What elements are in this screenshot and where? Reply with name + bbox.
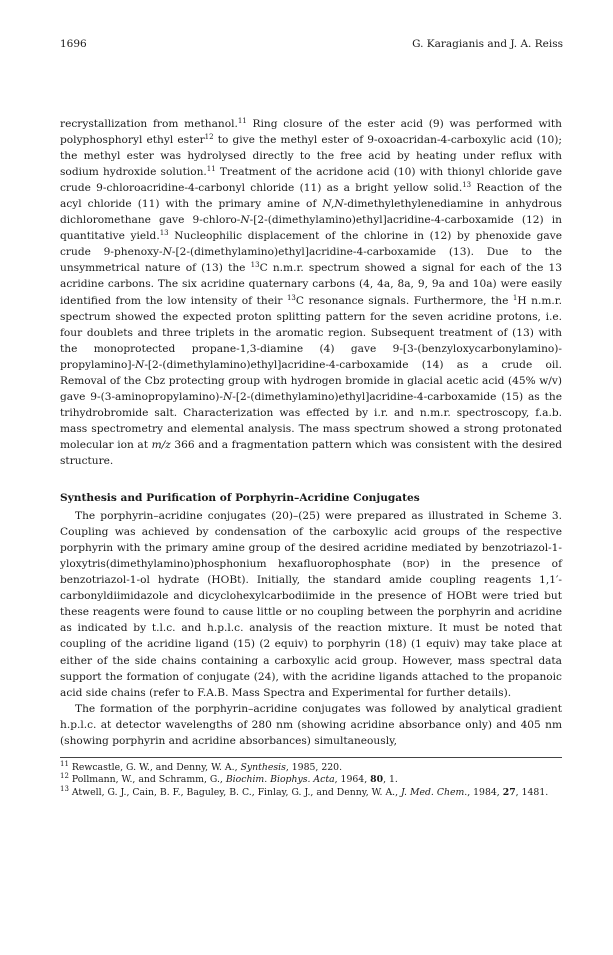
footnote-rule [60, 757, 562, 758]
body-text [60, 116, 562, 799]
footnote-12: $^{12}$ Pollmann, W., and Schramm, G., Biochim. Biophys. Acta, 1964, 80, 1. [60, 772, 398, 786]
footnote-13: $^{13}$ Atwell, G. J., Cain, B. F., Baguley, B. C., Finlay, G. J., and Denny, W. A., J. Med. Chem., 1984, 27, 1481. [60, 784, 549, 798]
ref-13: 13 [462, 181, 472, 190]
paragraph-2: The porphyrin–acridine conjugates (20)–(25) were prepared as illustrated in Scheme 3. Coupling was achieved by condensation of the carboxylic acid groups of the respective porphyrin with the primary amine group of the desired acridine mediated by benzotriazol-1-yloxytris(dimethylamino)phosphonium hexafluorophosphate (BOP) in the presence of benzotriazol-1-ol hydrate (HOBt). Initially, the standard amide coupling reagents 1,1′-carbonyldiimidazole and dicyclohexylcarbodiimide in the presence of HOBt were tried but these reagents were found to cause little or no coupling between the porphyrin and acridine as indicated by t.l.c. and h.p.l.c. analysis of the reaction mixture. It must be noted that coupling of the acridine ligand (15) (2 equiv) to porphyrin (18) (1 equiv) may take place at either of the side chains containing a carboxylic acid group. However, mass spectral data support the formation of conjugate (24), with the acridine ligands attached to the propanoic acid side chains (refer to F.A.B. Mass Spectra and Experimental for further details). [60, 510, 562, 699]
paragraph-1: recrystallization from methanol.$^{11}$ Ring closure of the ester acid (9) was performed with polyphosphoryl ethyl ester$^{12}$ to give the methyl ester of 9-oxoacridan-4-carboxylic acid (10); the methyl ester was hydrolysed directly to the free acid by heating under reflux with sodium hydroxide solution.$^{11}$ Treatment of the acridone acid (10) with thionyl chloride gave crude 9-chloroacridine-4-carbonyl chloride (11) as a bright yellow solid.$^{13}$ Reaction of the acyl chloride (11) with the primary amine of N,N-dimethylethylenediamine in anhydrous dichloromethane gave 9-chloro-N-[2-(dimethylamino)ethyl]acridine-4-carboxamide (12) in quantitative yield.$^{13}$ Nucleophilic displacement of the chlorine in (12) by phenoxide gave crude 9-phenoxy-N-[2-(dimethylamino)ethyl]acridine-4-carboxamide (13). Due to the unsymmetrical nature of (13) the $^{13}$C n.m.r. spectrum showed a signal for each of the 13 acridine carbons. The six acridine quaternary carbons (4, 4a, 8a, 9, 9a and 10a) were easily identified from the low intensity of their $^{13}$C resonance signals. Furthermore, the $^1$H n.m.r. spectrum showed the expected proton splitting pattern for the seven acridine protons, i.e. four doublets and three triplets in the aromatic region. Subsequent treatment of (13) with the monoprotected propane-1,3-diamine (4) gave 9-[3-(benzyloxycarbonylamino)-propylamino]-N-[2-(dimethylamino)ethyl]acridine-4-carboxamide (14) as a crude oil. Removal of the Cbz protecting group with hydrogen bromide in glacial acetic acid (45% w/v) gave 9-(3-aminopropylamino)-N-[2-(dimethylamino)ethyl]acridine-4-carboxamide (15) as the trihydrobromide salt. Characterization was effected by i.r. and n.m.r. spectroscopy, f.a.b. mass spectrometry and elemental analysis. The mass spectrum showed a strong protonated molecular ion at m/z 366 and a fragmentation pattern which was consistent with the desired structure. [60, 117, 563, 467]
ref-11: 11 [206, 165, 216, 174]
page-header [60, 38, 563, 54]
ref-12: 12 [204, 133, 214, 142]
footnote-11: $^{11}$ Rewcastle, G. W., and Denny, W. A., Synthesis, 1985, 220. [60, 759, 343, 773]
paragraph-3: The formation of the porphyrin–acridine conjugates was followed by analytical gradient h.p.l.c. at detector wavelengths of 280 nm (showing acridine absorbance only) and 405 nm (showing porphyrin and acridine absorbances) simultaneously, [60, 702, 562, 747]
ref-13: 13 [159, 229, 169, 238]
section-heading: Synthesis and Purification of Porphyrin–Acridine Conjugates [60, 492, 420, 505]
ref-11: 11 [237, 117, 247, 125]
running-head: G. Karagianis and J. A. Reiss [412, 38, 563, 50]
page-number: 1696 [60, 38, 87, 50]
